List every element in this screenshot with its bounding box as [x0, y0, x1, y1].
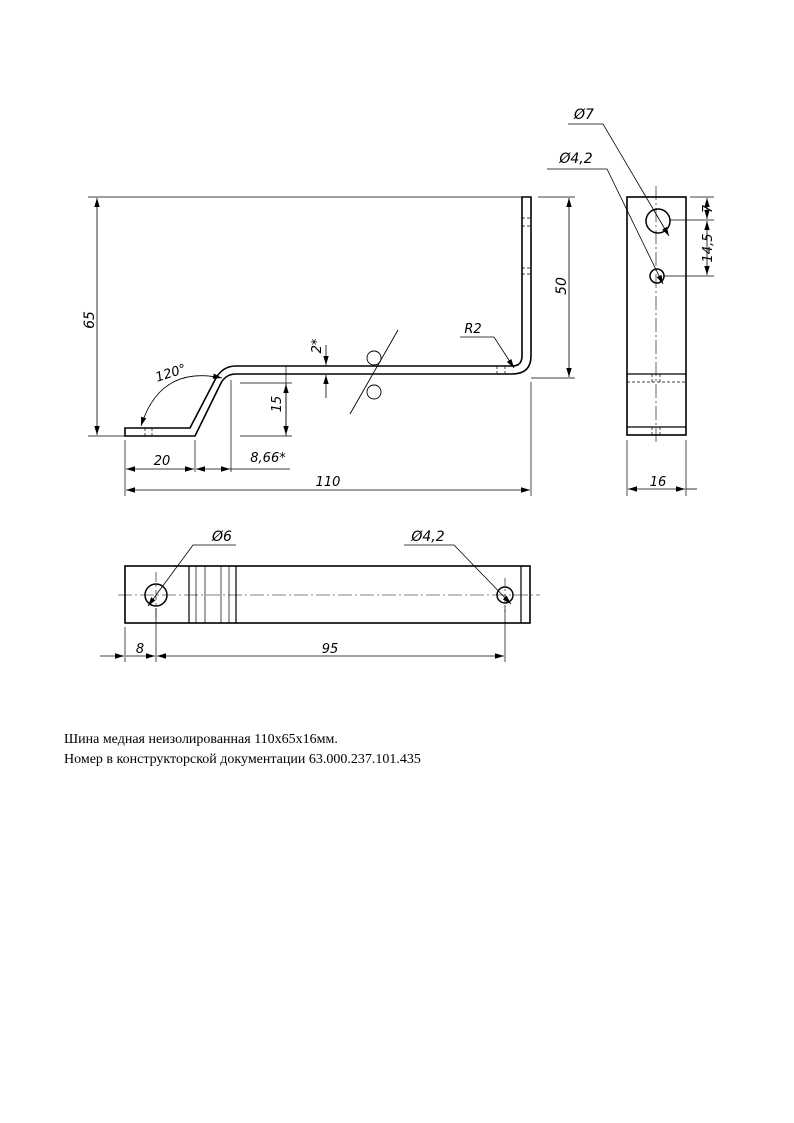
dim-text-o42-side: Ø4,2 [559, 151, 593, 167]
dim-text-o7: Ø7 [574, 107, 594, 123]
dim-text-2: 2* [310, 338, 325, 354]
plan-outline [125, 566, 530, 623]
front-view [82, 197, 575, 496]
leader-o6 [148, 545, 236, 606]
plan-view [100, 529, 540, 662]
dim-text-16: 16 [649, 475, 667, 490]
radius-leader [460, 337, 514, 368]
dim-text-110: 110 [315, 475, 341, 490]
dim-text-r2: R2 [464, 322, 482, 337]
dim-text-65: 65 [82, 311, 98, 329]
dim-text-145: 14,5 [701, 233, 716, 263]
dim-text-50: 50 [554, 277, 570, 295]
caption-doc-number: Номер в конструкторской документации 63.000.237.101.435 [64, 752, 421, 767]
dim-text-15: 15 [270, 395, 285, 413]
dim-text-7: 7 [701, 204, 716, 214]
dim-text-866: 8,66* [250, 451, 286, 466]
busbar-profile [125, 197, 531, 436]
dim-text-20: 20 [153, 454, 171, 469]
dim-text-95: 95 [321, 642, 339, 657]
side-view [547, 107, 716, 496]
caption-title: Шина медная неизолированная 110х65х16мм. [64, 732, 338, 747]
dim-text-120: 120° [153, 361, 189, 386]
side-hole-large [646, 209, 670, 233]
leader-o7 [568, 124, 669, 236]
leader-o42-side [547, 169, 663, 284]
angle-arc [141, 376, 222, 426]
dim-text-8: 8 [135, 642, 145, 657]
dim-text-o42-plan: Ø4,2 [411, 529, 445, 545]
dim-text-o6: Ø6 [212, 529, 232, 545]
section-symbol [350, 330, 398, 414]
